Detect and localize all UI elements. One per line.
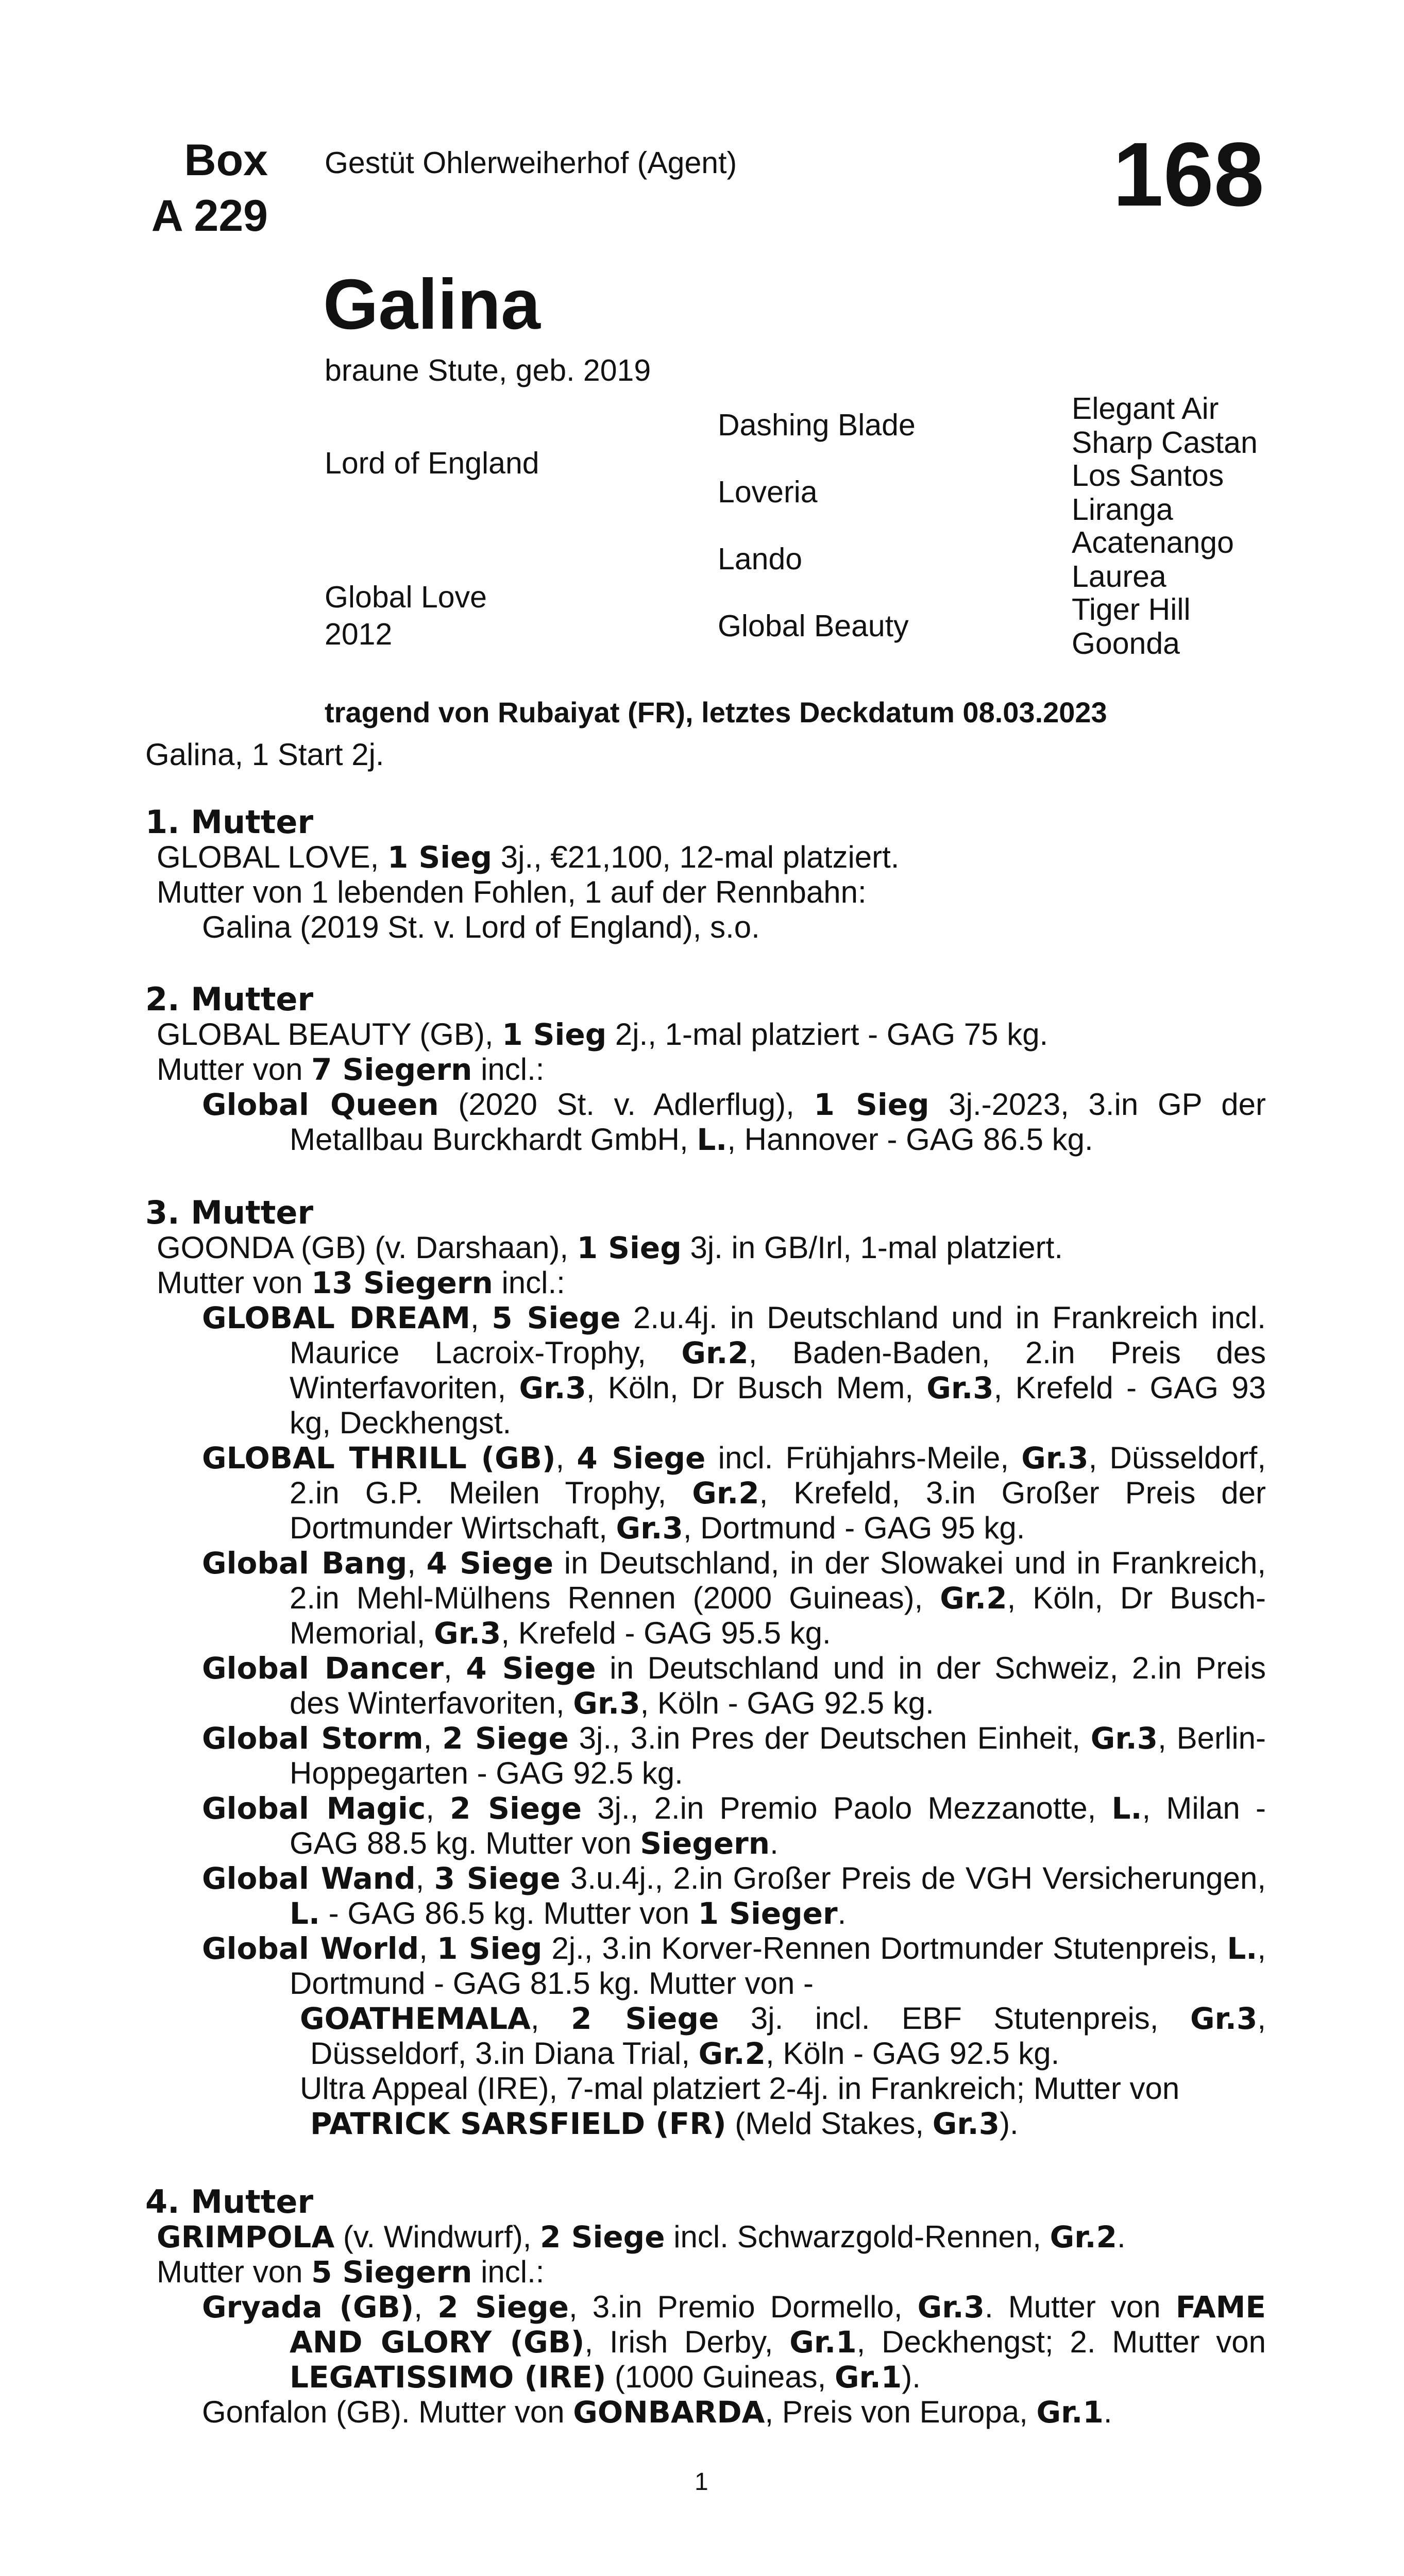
dam-line: GLOBAL LOVE, 1 Sieg 3j., €21,100, 12-mal platziert. [157, 840, 900, 875]
sire-sire: Dashing Blade [718, 408, 916, 442]
dam-sire: Lando [718, 542, 803, 576]
dam: Global Love [325, 580, 487, 614]
ancestor-1: Elegant Air [1072, 392, 1219, 426]
covering-info: tragend von Rubaiyat (FR), letztes Deckdatum 08.03.2023 [325, 696, 1107, 728]
produce-entry: Global Bang, 4 Siege in Deutschland, in der Slowakei und in Frankreich, 2.in Mehl-Mülhens Rennen (2000 Guineas), Gr.2, Köln, Dr Busch-Memorial, Gr.3, Krefeld - GAG 95.5 kg. [202, 1546, 1266, 1651]
sire: Lord of England [325, 446, 539, 480]
ancestor-4: Liranga [1072, 493, 1173, 527]
dam-line: GRIMPOLA (v. Windwurf), 2 Siege incl. Schwarzgold-Rennen, Gr.2. [157, 2219, 1126, 2255]
produce-entry: Galina (2019 St. v. Lord of England), s.o. [202, 910, 760, 944]
third-dam-section [145, 1195, 1266, 2141]
box-number: A 229 [151, 191, 268, 241]
produce-entry: Gonfalon (GB). Mutter von GONBARDA, Preis von Europa, Gr.1. [202, 2395, 1112, 2430]
section-heading: 1. Mutter [145, 803, 314, 841]
section-heading: 2. Mutter [145, 980, 314, 1018]
ancestor-8: Goonda [1072, 626, 1180, 660]
box-label: Box [184, 135, 268, 185]
produce-entry-sub: Ultra Appeal (IRE), 7-mal platziert 2-4j. in Frankreich; Mutter von PATRICK SARSFIELD (FR) (Meld Stakes, Gr.3). [300, 2071, 1180, 2141]
section-heading: 4. Mutter [145, 2183, 314, 2221]
agent-name: Gestüt Ohlerweiherhof (Agent) [325, 146, 737, 180]
dam-line: GLOBAL BEAUTY (GB), 1 Sieg 2j., 1-mal platziert - GAG 75 kg. [157, 1017, 1048, 1052]
ancestor-5: Acatenango [1072, 526, 1234, 560]
horse-name: Galina [323, 265, 540, 344]
ancestor-7: Tiger Hill [1072, 592, 1191, 626]
ancestor-3: Los Santos [1072, 459, 1224, 493]
produce-line: Mutter von 7 Siegern incl.: [157, 1052, 545, 1087]
page-number: 1 [695, 2468, 708, 2496]
dam-dam: Global Beauty [718, 609, 909, 643]
produce-entry: Global Wand, 3 Siege 3.u.4j., 2.in Großer Preis de VGH Versicherungen, L. - GAG 86.5 kg. Mutter von 1 Sieger. [202, 1861, 1266, 1931]
produce-entry: Global Storm, 2 Siege 3j., 3.in Pres der Deutschen Einheit, Gr.3, Berlin-Hoppegarten - GAG 92.5 kg. [202, 1721, 1266, 1790]
produce-entry: Global Queen (2020 St. v. Adlerflug), 1 Sieg 3j.-2023, 3.in GP der Metallbau Burckhardt GmbH, L., Hannover - GAG 86.5 kg. [202, 1087, 1266, 1157]
produce-entry: GLOBAL DREAM, 5 Siege 2.u.4j. in Deutschland und in Frankreich incl. Maurice Lacroix-Trophy, Gr.2, Baden-Baden, 2.in Preis des Winterfavoriten, Gr.3, Köln, Dr Busch Mem, Gr.3, Krefeld - GAG 93 kg, Deckhengst. [202, 1300, 1266, 1440]
ancestor-2: Sharp Castan [1072, 426, 1258, 460]
first-dam-section [145, 805, 1266, 945]
produce-entry: Global World, 1 Sieg 2j., 3.in Korver-Rennen Dortmunder Stutenpreis, L., Dortmund - GAG 81.5 kg. Mutter von - [202, 1931, 1266, 2001]
lot-number: 168 [1113, 124, 1264, 225]
section-heading: 3. Mutter [145, 1194, 314, 1231]
produce-entry: Global Dancer, 4 Siege in Deutschland und in der Schweiz, 2.in Preis des Winterfavoriten, Gr.3, Köln - GAG 92.5 kg. [202, 1651, 1266, 1721]
dam-year: 2012 [325, 617, 393, 651]
second-dam-section [145, 982, 1266, 1157]
produce-line: Mutter von 13 Siegern incl.: [157, 1265, 565, 1300]
produce-line: Mutter von 5 Siegern incl.: [157, 2255, 545, 2290]
dam-line: GOONDA (GB) (v. Darshaan), 1 Sieg 3j. in GB/Irl, 1-mal platziert. [157, 1230, 1063, 1265]
race-summary: Galina, 1 Start 2j. [145, 737, 384, 772]
horse-description: braune Stute, geb. 2019 [325, 353, 651, 387]
produce-entry: GLOBAL THRILL (GB), 4 Siege incl. Frühjahrs-Meile, Gr.3, Düsseldorf, 2.in G.P. Meilen Trophy, Gr.2, Krefeld, 3.in Großer Preis der Dortmunder Wirtschaft, Gr.3, Dortmund - GAG 95 kg. [202, 1440, 1266, 1546]
fourth-dam-section [145, 2184, 1266, 2430]
produce-entry-sub: GOATHEMALA, 2 Siege 3j. incl. EBF Stutenpreis, Gr.3, Düsseldorf, 3.in Diana Trial, Gr.2, Köln - GAG 92.5 kg. [300, 2001, 1266, 2071]
ancestor-6: Laurea [1072, 560, 1166, 594]
produce-entry: Gryada (GB), 2 Siege, 3.in Premio Dormello, Gr.3. Mutter von FAME AND GLORY (GB), Irish Derby, Gr.1, Deckhengst; 2. Mutter von LEGATISSIMO (IRE) (1000 Guineas, Gr.1). [202, 2290, 1266, 2395]
produce-line: Mutter von 1 lebenden Fohlen, 1 auf der Rennbahn: [157, 875, 867, 909]
sire-dam: Loveria [718, 475, 818, 509]
produce-entry: Global Magic, 2 Siege 3j., 2.in Premio Paolo Mezzanotte, L., Milan - GAG 88.5 kg. Mutter von Siegern. [202, 1791, 1266, 1861]
